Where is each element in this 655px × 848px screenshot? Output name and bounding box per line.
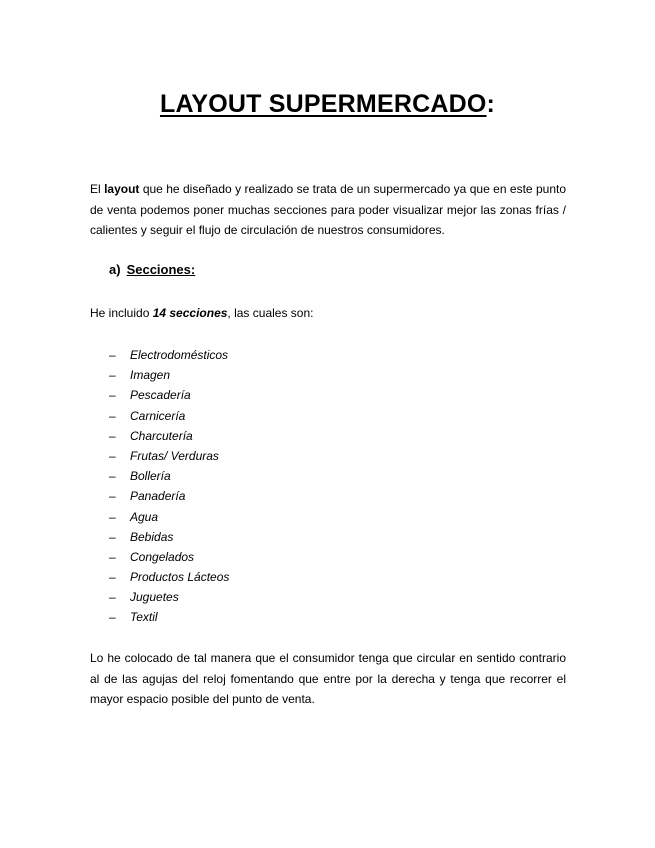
list-dash: – bbox=[109, 529, 116, 544]
closing-paragraph: Lo he colocado de tal manera que el consumidor tenga que circular en sentido contrario al de las agujas del reloj fomentando que entre por la derecha y tenga que recorrer el mayor espacio posible del punto de venta. bbox=[90, 651, 566, 706]
list-item bbox=[109, 446, 229, 466]
list-item bbox=[109, 426, 229, 446]
list-dash: – bbox=[109, 489, 116, 504]
list-dash: – bbox=[109, 428, 116, 443]
list-item bbox=[109, 507, 229, 527]
list-item-text: Congelados bbox=[130, 549, 195, 564]
list-dash: – bbox=[109, 570, 116, 585]
list-item-text: Bollería bbox=[130, 469, 171, 484]
list-item-text: Pescadería bbox=[130, 388, 191, 403]
intro-prefix: El bbox=[90, 182, 105, 196]
list-dash: – bbox=[109, 388, 116, 403]
section-marker: a) bbox=[109, 262, 121, 277]
list-item-text: Frutas/ Verduras bbox=[130, 448, 219, 463]
list-item-text: Charcutería bbox=[130, 428, 193, 443]
list-dash: – bbox=[109, 610, 116, 625]
list-item-text: Panadería bbox=[130, 489, 186, 504]
list-item bbox=[109, 406, 229, 426]
list-item bbox=[109, 486, 229, 506]
list-dash: – bbox=[109, 549, 116, 564]
list-item bbox=[109, 547, 229, 567]
list-dash: – bbox=[109, 368, 116, 383]
sections-list bbox=[109, 345, 229, 628]
sections-lead bbox=[90, 305, 313, 321]
section-label-colon: : bbox=[190, 262, 196, 277]
list-item bbox=[109, 567, 229, 587]
list-item-text: Electrodomésticos bbox=[130, 348, 229, 362]
intro-rest: que he diseñado y realizado se trata de un supermercado ya que en este punto de venta podemos poner muchas secciones para poder visualizar mejor las zonas frías / calientes y seguir el flujo de circulación de nuestros consumidores. bbox=[90, 182, 566, 237]
list-item bbox=[109, 365, 229, 385]
list-dash: – bbox=[109, 590, 116, 605]
intro-paragraph bbox=[90, 179, 566, 241]
list-item bbox=[109, 466, 229, 486]
list-item bbox=[109, 607, 229, 627]
intro-bold-word: layout bbox=[104, 182, 140, 196]
list-dash: – bbox=[109, 448, 116, 463]
list-item bbox=[109, 385, 229, 405]
list-dash: – bbox=[109, 348, 116, 362]
list-dash: – bbox=[109, 469, 116, 484]
list-item-text: Bebidas bbox=[130, 529, 174, 544]
page-title-colon: : bbox=[486, 90, 496, 118]
list-item-text: Productos Lácteos bbox=[130, 570, 230, 585]
page-title-text: LAYOUT SUPERMERCADO bbox=[159, 90, 487, 118]
list-item-text: Carnicería bbox=[130, 408, 186, 423]
section-heading bbox=[109, 262, 195, 277]
list-dash: – bbox=[109, 408, 116, 423]
list-item-text: Juguetes bbox=[130, 590, 179, 605]
list-item bbox=[109, 587, 229, 607]
section-label-text: Secciones bbox=[126, 262, 191, 277]
list-item-text: Imagen bbox=[130, 368, 171, 383]
list-item-text: Textil bbox=[130, 610, 158, 625]
list-item bbox=[109, 345, 229, 365]
page-title bbox=[0, 90, 655, 119]
lead-emphasis: 14 secciones bbox=[152, 306, 228, 320]
list-dash: – bbox=[109, 509, 116, 524]
list-item-text: Agua bbox=[130, 509, 159, 524]
section-label bbox=[127, 262, 196, 277]
lead-suffix: , las cuales son: bbox=[227, 306, 314, 320]
list-item bbox=[109, 527, 229, 547]
lead-prefix: He incluido bbox=[90, 306, 153, 320]
